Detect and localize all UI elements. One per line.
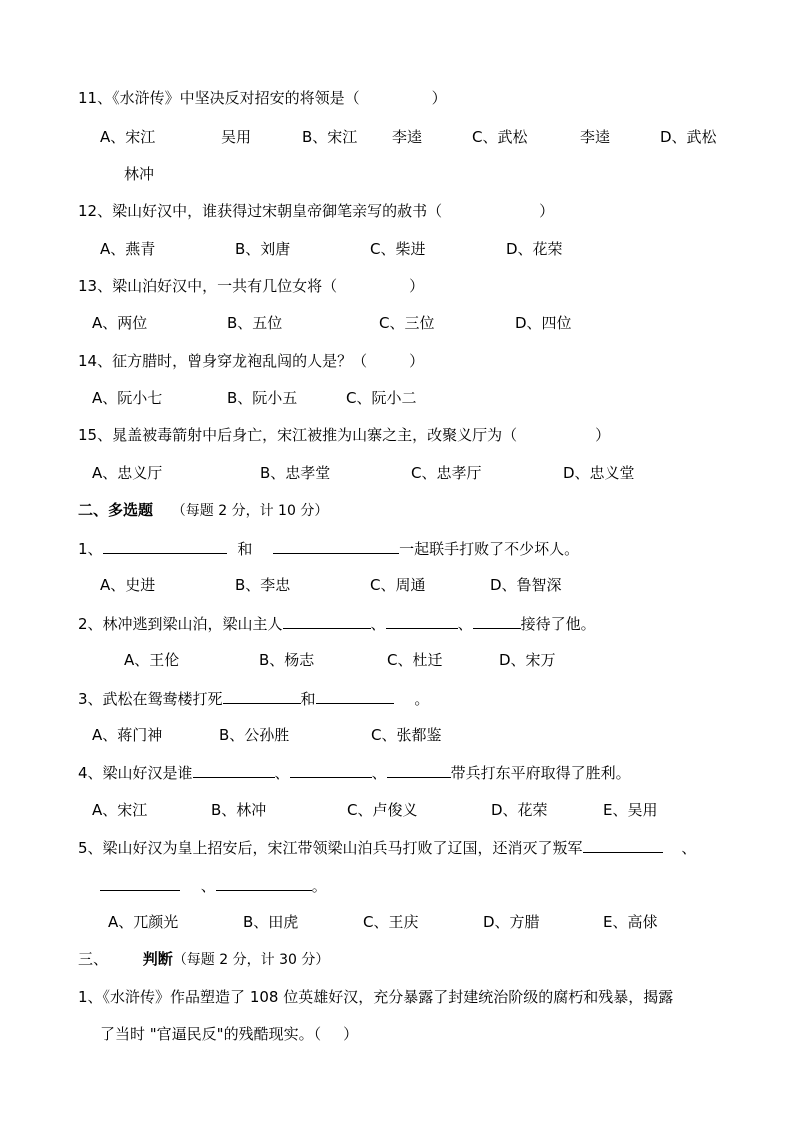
option-d-2[interactable]: 林冲 [124, 165, 155, 183]
paren-close: ） [409, 352, 425, 370]
option-d[interactable]: D、忠义堂 [563, 464, 635, 482]
option-e[interactable]: E、高俅 [603, 913, 658, 931]
multi-question-5 [78, 837, 696, 858]
option-a[interactable]: A、宋江 [92, 801, 148, 819]
question-tail: 。 [414, 690, 430, 708]
section-num: 三、 [78, 950, 109, 968]
question-tail: 一起联手打败了不少坏人。 [399, 540, 580, 558]
blank-2[interactable] [100, 875, 180, 891]
section-score: （每题 2 分，计 10 分） [171, 503, 329, 519]
option-c[interactable]: C、卢俊义 [347, 801, 418, 819]
blank-3[interactable] [473, 613, 521, 629]
separator: 、 [370, 615, 386, 633]
option-c[interactable]: C、杜迁 [387, 651, 443, 669]
option-c[interactable]: C、柴进 [370, 240, 426, 258]
paren-close: ） [431, 89, 447, 107]
question-text: 2、林冲逃到梁山泊，梁山主人 [78, 615, 283, 633]
paren-close: ） [539, 202, 555, 220]
section-2-heading [78, 500, 328, 521]
paren-close: ） [343, 1025, 359, 1043]
option-e[interactable]: E、吴用 [603, 801, 658, 819]
option-d[interactable]: D、宋万 [499, 651, 556, 669]
option-a[interactable]: A、宋江 [100, 128, 156, 146]
blank-1[interactable] [193, 762, 275, 778]
section-3-heading [78, 949, 329, 970]
option-b[interactable]: B、杨志 [259, 651, 315, 669]
option-c[interactable]: C、周通 [370, 576, 426, 594]
multi-question-1 [78, 538, 579, 559]
question-13 [78, 276, 424, 296]
blank-3[interactable] [387, 762, 451, 778]
option-a[interactable]: A、兀颜光 [108, 913, 179, 931]
question-15 [78, 425, 610, 445]
question-text: 4、梁山好汉是谁 [78, 764, 193, 782]
multi-question-5-cont [100, 875, 327, 896]
option-a[interactable]: A、燕青 [100, 240, 156, 258]
blank-2[interactable] [290, 762, 372, 778]
question-11 [78, 88, 447, 108]
option-d[interactable]: D、方腊 [483, 913, 540, 931]
question-text: 3、武松在鸳鸯楼打死 [78, 690, 223, 708]
option-d[interactable]: D、花荣 [506, 240, 563, 258]
question-14 [78, 351, 424, 371]
section-title: 判断 [142, 950, 173, 968]
separator: 、 [274, 764, 290, 782]
blank-2[interactable] [273, 538, 399, 554]
blank-2[interactable] [386, 613, 458, 629]
option-b[interactable]: B、公孙胜 [219, 726, 290, 744]
question-num: 1、 [78, 540, 103, 558]
option-b[interactable]: B、田虎 [243, 913, 299, 931]
question-tail: 接待了他。 [520, 615, 596, 633]
question-text: 11、《水浒传》中坚决反对招安的将领是（ [78, 89, 360, 107]
question-text: 13、梁山泊好汉中，一共有几位女将（ [78, 277, 338, 295]
option-b[interactable]: B、宋江 [302, 128, 358, 146]
option-b[interactable]: B、忠孝堂 [260, 464, 331, 482]
blank-1[interactable] [223, 688, 301, 704]
question-text: 14、征方腊时，曾身穿龙袍乱闯的人是？（ [78, 352, 368, 370]
judge-question-1 [78, 987, 673, 1007]
question-text: 12、梁山好汉中，谁获得过宋朝皇帝御笔亲写的赦书（ [78, 202, 443, 220]
options-11-wrap [124, 164, 154, 184]
option-a[interactable]: A、忠义厅 [92, 464, 163, 482]
section-title: 二、多选题 [78, 501, 154, 519]
question-mid: 和 [237, 540, 253, 558]
separator: 、 [681, 839, 697, 857]
question-text-cont: 了当时 "官逼民反"的残酷现实。（ [100, 1025, 322, 1043]
blank-3[interactable] [216, 875, 312, 891]
section-score: （每题 2 分，计 30 分） [172, 952, 330, 968]
multi-question-4 [78, 762, 631, 783]
blank-1[interactable] [583, 837, 663, 853]
question-text: 15、晁盖被毒箭射中后身亡，宋江被推为山寨之主，改聚义厅为（ [78, 426, 518, 444]
judge-question-1-cont [100, 1024, 358, 1044]
option-b[interactable]: B、李忠 [235, 576, 291, 594]
question-text: 5、梁山好汉为皇上招安后，宋江带领梁山泊兵马打败了辽国，还消灭了叛军 [78, 839, 583, 857]
multi-question-2 [78, 613, 596, 634]
option-b-2[interactable]: 李逵 [392, 128, 423, 146]
multi-question-3 [78, 688, 429, 709]
option-d[interactable]: D、鲁智深 [490, 576, 562, 594]
option-a[interactable]: A、两位 [92, 314, 148, 332]
paren-close: ） [595, 426, 611, 444]
paren-close: ） [409, 277, 425, 295]
question-mid: 和 [300, 690, 316, 708]
separator: 、 [457, 615, 473, 633]
option-a[interactable]: A、史进 [100, 576, 156, 594]
option-a[interactable]: A、蒋门神 [92, 726, 163, 744]
option-a-2[interactable]: 吴用 [221, 128, 252, 146]
option-c-2[interactable]: 李逵 [580, 128, 611, 146]
blank-1[interactable] [283, 613, 371, 629]
option-a[interactable]: A、王伦 [124, 651, 180, 669]
option-c[interactable]: C、阮小二 [346, 389, 417, 407]
option-c[interactable]: C、武松 [472, 128, 528, 146]
question-12 [78, 201, 554, 221]
question-tail: 。 [311, 877, 327, 895]
blank-1[interactable] [103, 538, 227, 554]
question-text: 1、《水浒传》作品塑造了 108 位英雄好汉，充分暴露了封建统治阶级的腐朽和残暴，揭露 [78, 988, 674, 1006]
option-d[interactable]: D、花荣 [491, 801, 548, 819]
option-c[interactable]: C、王庆 [363, 913, 419, 931]
option-d[interactable]: D、武松 [660, 128, 717, 146]
blank-2[interactable] [316, 688, 394, 704]
separator: 、 [200, 877, 216, 895]
option-c[interactable]: C、三位 [379, 314, 435, 332]
question-tail: 带兵打东平府取得了胜利。 [450, 764, 631, 782]
option-b[interactable]: B、五位 [227, 314, 283, 332]
option-c[interactable]: C、张都鉴 [371, 726, 442, 744]
separator: 、 [371, 764, 387, 782]
option-b[interactable]: B、刘唐 [235, 240, 291, 258]
option-d[interactable]: D、四位 [515, 314, 572, 332]
option-b[interactable]: B、林冲 [211, 801, 267, 819]
option-b[interactable]: B、阮小五 [227, 389, 298, 407]
option-c[interactable]: C、忠孝厅 [411, 464, 482, 482]
option-a[interactable]: A、阮小七 [92, 389, 163, 407]
